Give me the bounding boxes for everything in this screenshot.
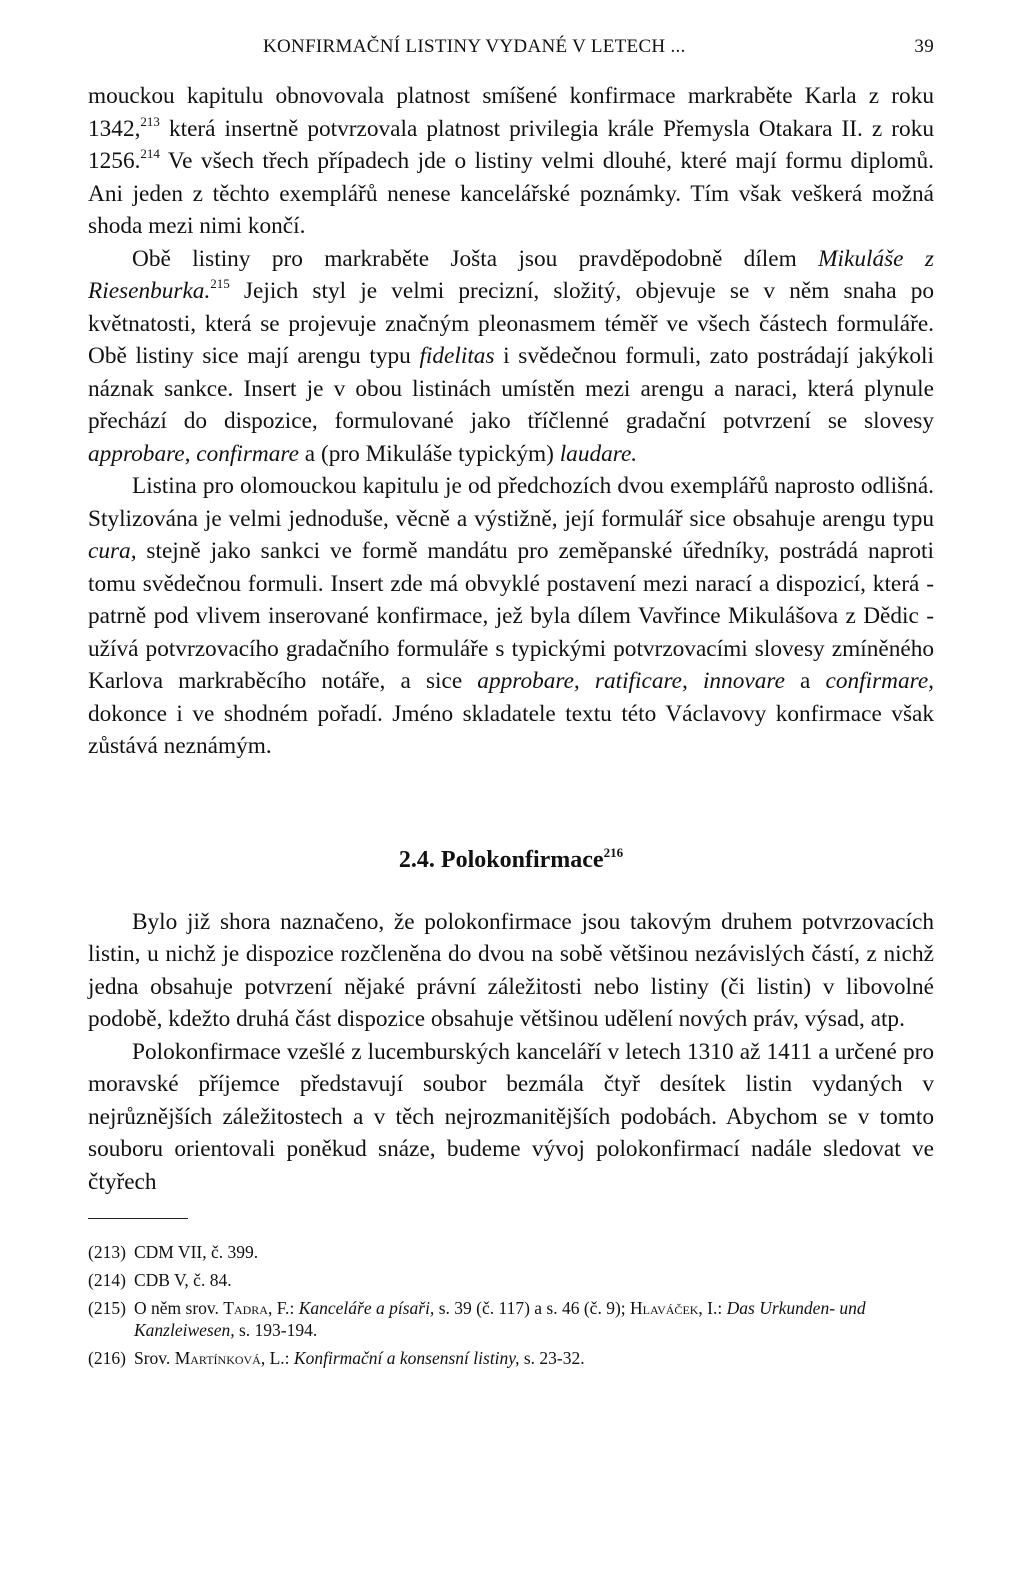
footnote-text: CDB V, č. 84. — [134, 1270, 232, 1290]
paragraph-4: Bylo již shora naznačeno, že polokonfirmace jsou takovým druhem potvrzovacích listin, u nichž je dispozice rozčleněna do dvou na sobě většinou nezávislých částí, z nichž jedna obsahuje potvrzení nějaké právní záležitosti nebo listiny (či listin) v libovolné podobě, kdežto druhá část dispozice obsahuje většinou udělení nových práv, výsad, atp. — [88, 908, 934, 1032]
paragraph-3 — [88, 470, 934, 763]
footnote-ref-214: 214 — [140, 146, 160, 161]
footnote-text: : — [289, 1298, 299, 1318]
italic-term: cura, — [88, 538, 137, 564]
paragraph-2 — [88, 243, 934, 471]
paragraph-text: Listina pro olomouckou kapitulu je od předchozích dvou exemplářů naprosto odlišná. Stylizována je velmi jednoduše, věcně a výstižně, její formulář sice obsahuje arengu typu — [88, 473, 934, 532]
paragraph-text: mouckou kapitulu obnovovala platnost smíšené konfirmace markraběte Karla z roku 1342, — [88, 83, 934, 142]
footnote-divider — [88, 1218, 188, 1219]
author-name: Martínková, L. — [174, 1348, 285, 1368]
paragraph-text: i svědečnou formuli, zato postrádají jakýkoli náznak sankce. Insert je v obou listinách umístěn mezi arengu a naraci, která plynule přechází do dispozice, formulované jako tříčlenné gradační potvrzení se slovesy — [88, 343, 934, 434]
footnote-number: (213) — [88, 1242, 126, 1262]
italic-term: laudare. — [559, 440, 638, 467]
running-head — [88, 30, 934, 64]
italic-term: fidelitas — [419, 343, 495, 369]
footnote-ref-216: 216 — [603, 844, 624, 860]
book-page — [88, 30, 934, 1375]
paragraph-text: a (pro Mikuláše typickým) — [298, 440, 560, 467]
footnote-text: : — [717, 1298, 727, 1318]
book-title: Kanceláře a písaři, — [298, 1298, 435, 1318]
running-title: KONFIRMAČNÍ LISTINY VYDANÉ V LETECH ... — [263, 36, 686, 57]
footnote-text: : — [284, 1348, 294, 1368]
section-heading — [88, 844, 934, 874]
footnote-text: s. 23-32. — [519, 1348, 585, 1368]
paragraph-5: Polokonfirmace vzešlé z lucemburských kanceláří v letech 1310 až 1411 a určené pro moravské příjemce představují soubor bezmála čtyř desítek listin vydaných v nejrůznějších záležitostech a v těch nejrozmanitějších podobách. Abychom se v tomto souboru orientovali poněkud snáze, budeme vývoj polokonfirmací nadále sledovat ve čtyřech — [88, 1038, 934, 1195]
book-title: Konfirmační a konsensní listiny, — [293, 1348, 520, 1368]
footnote-text: Srov. — [134, 1348, 175, 1368]
footnote-216 — [88, 1347, 934, 1369]
footnote-ref-215: 215 — [210, 276, 230, 291]
footnote-text: s. 193-194. — [234, 1320, 318, 1340]
paragraph-1 — [88, 80, 934, 243]
paragraph-text: Ve všech třech případech jde o listiny velmi dlouhé, které mají formu diplomů. Ani jeden z těchto exemplářů nenese kancelářské poznámky. Tím však veškerá možná shoda mezi nimi končí. — [88, 148, 934, 239]
paragraph-text: dokonce i ve shodném pořadí. Jméno skladatele textu této Václavovy konfirmace však zůstává neznámým. — [88, 700, 934, 759]
paragraph-text: Jejich styl je velmi precizní, složitý, objevuje se v něm snaha po květnatosti, která se projevuje značným pleonasmem téměř ve všech částech formuláře. Obě listiny sice mají arengu typu — [88, 278, 934, 369]
paragraph-text: a — [784, 668, 826, 694]
page-number: 39 — [914, 36, 934, 57]
author-name: Tadra, F. — [223, 1298, 290, 1318]
footnote-number: (216) — [88, 1348, 126, 1368]
footnote-ref-213: 213 — [140, 113, 160, 129]
author-name: Hlaváček, I. — [630, 1298, 718, 1318]
italic-term: confirmare, — [825, 668, 934, 694]
paragraph-text: která insertně potvrzovala platnost privilegia krále Přemysla Otakara II. z roku 1256. — [88, 115, 934, 174]
paragraph-text: Obě listiny pro markraběte Jošta jsou pravděpodobně dílem — [132, 245, 819, 272]
footnote-215 — [88, 1297, 934, 1341]
italic-name: Mikuláše z Riesenburka. — [88, 245, 934, 304]
footnote-213 — [88, 1241, 934, 1263]
italic-term: approbare, ratificare, innovare — [477, 668, 785, 694]
footnote-number: (214) — [88, 1270, 126, 1290]
paragraph-text: stejně jako sankci ve formě mandátu pro zeměpanské úředníky, postrádá naproti tomu svědečnou formuli. Insert zde má obvyklé postavení mezi narací a dispozicí, která - patrně pod vlivem inserované konfirmace, jež byla dílem Vavřince Mikulášova z Dědic - užívá potvrzovacího gradačního formuláře s typickými potvrzovacími slovesy zmíněného Karlova markraběcího notáře, a sice — [88, 538, 934, 694]
footnote-number: (215) — [88, 1298, 126, 1318]
italic-term: approbare, confirmare — [88, 440, 299, 467]
footnote-text: O něm srov. — [134, 1298, 224, 1318]
footnote-text: CDM VII, č. 399. — [134, 1242, 259, 1262]
section-title: 2.4. Polokonfirmace — [398, 846, 604, 873]
footnote-text: s. 39 (č. 117) a s. 46 (č. 9); — [434, 1298, 631, 1318]
book-title: Das Urkunden- und Kanzleiwesen, — [134, 1298, 866, 1340]
footnote-214 — [88, 1269, 934, 1291]
